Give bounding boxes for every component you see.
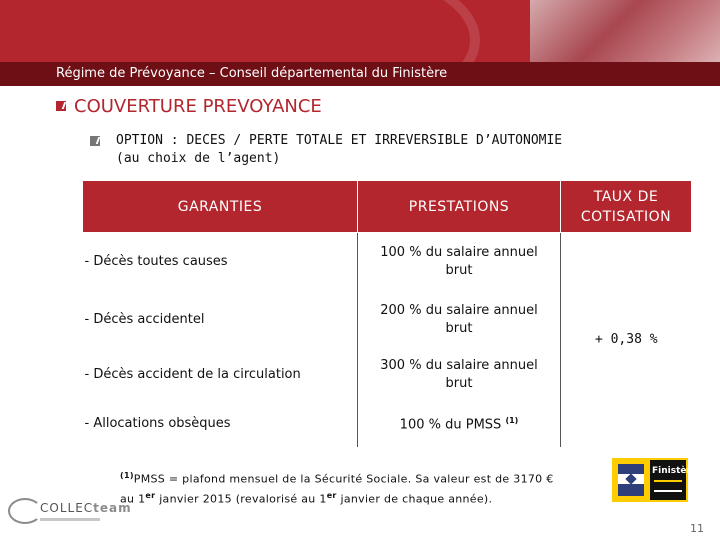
footnote-text: au 1 — [120, 492, 146, 506]
header-taux — [561, 181, 692, 233]
prestation-line-1: 100 % du PMSS — [399, 417, 502, 433]
checkbox-bullet-icon — [56, 101, 66, 111]
section-title — [56, 96, 322, 117]
rate-cell — [561, 233, 692, 447]
decorative-swoosh — [160, 0, 480, 62]
footnote-text: janvier 2015 (revalorisé au 1 — [155, 492, 327, 506]
garantie-cell: - Décès toutes causes — [83, 233, 358, 291]
logo-line — [654, 480, 682, 482]
prestation-cell — [358, 349, 561, 401]
footnote-marker: (1) — [120, 471, 134, 480]
header-taux-line-1: TAUX DE — [593, 188, 659, 205]
footnote — [120, 468, 590, 507]
collecteam-logo — [6, 492, 132, 532]
table-row — [83, 233, 692, 291]
header-prestations: PRESTATIONS — [358, 181, 561, 233]
garantie-cell: - Décès accidentel — [83, 291, 358, 349]
logo-ring-icon — [8, 498, 42, 524]
logo-panel — [650, 460, 698, 500]
header-garanties: GARANTIES — [83, 181, 358, 233]
footnote-sup: er — [145, 490, 156, 500]
footnote-text: janvier de chaque année). — [336, 492, 493, 506]
header-taux-line-2: COTISATION — [580, 208, 672, 225]
prestation-cell — [358, 233, 561, 291]
prestation-line-1: 300 % du salaire annuel — [380, 357, 538, 373]
subtitle-text: Régime de Prévoyance – Conseil départemental du Finistère — [56, 66, 448, 81]
prestation-line-1: 100 % du salaire annuel — [380, 244, 538, 260]
logo-line — [654, 490, 682, 492]
page-number: 11 — [690, 522, 704, 535]
subtitle-bar — [0, 62, 720, 86]
section-title-text: COUVERTURE PREVOYANCE — [74, 96, 322, 117]
prestation-line-2: brut — [445, 262, 473, 278]
finistere-logo — [612, 458, 698, 502]
footnote-line-1: PMSS = plafond mensuel de la Sécurité Sociale. Sa valeur est de 3170 € — [133, 472, 554, 486]
logo-name: Finistère — [652, 466, 698, 476]
header-photo — [530, 0, 720, 62]
prestation-line-2: brut — [445, 375, 473, 391]
garantie-cell: - Allocations obsèques — [83, 401, 358, 447]
option-line-1: OPTION : DECES / PERTE TOTALE ET IRREVERSIBLE D’AUTONOMIE — [116, 133, 563, 148]
footnote-sup: er — [326, 490, 337, 500]
prestation-cell — [358, 291, 561, 349]
logo-word-b: team — [93, 501, 132, 515]
logo-tagline — [40, 518, 100, 521]
prestation-cell — [358, 401, 561, 447]
rate-value: + 0,38 % — [594, 332, 658, 348]
logo-wordmark — [40, 501, 132, 515]
option-description — [90, 132, 562, 168]
prestation-line-2: brut — [445, 320, 473, 336]
header-banner — [0, 0, 720, 62]
checkbox-bullet-icon — [90, 136, 100, 146]
logo-word-a: COLLEC — [40, 501, 94, 515]
footnote-line-2 — [120, 488, 590, 508]
garantie-cell: - Décès accident de la circulation — [83, 349, 358, 401]
benefits-table — [82, 180, 692, 447]
crest-icon — [618, 464, 644, 496]
footnote-ref: (1) — [505, 416, 519, 426]
prestation-line-1: 200 % du salaire annuel — [380, 302, 538, 318]
option-line-2: (au choix de l’agent) — [116, 151, 281, 166]
